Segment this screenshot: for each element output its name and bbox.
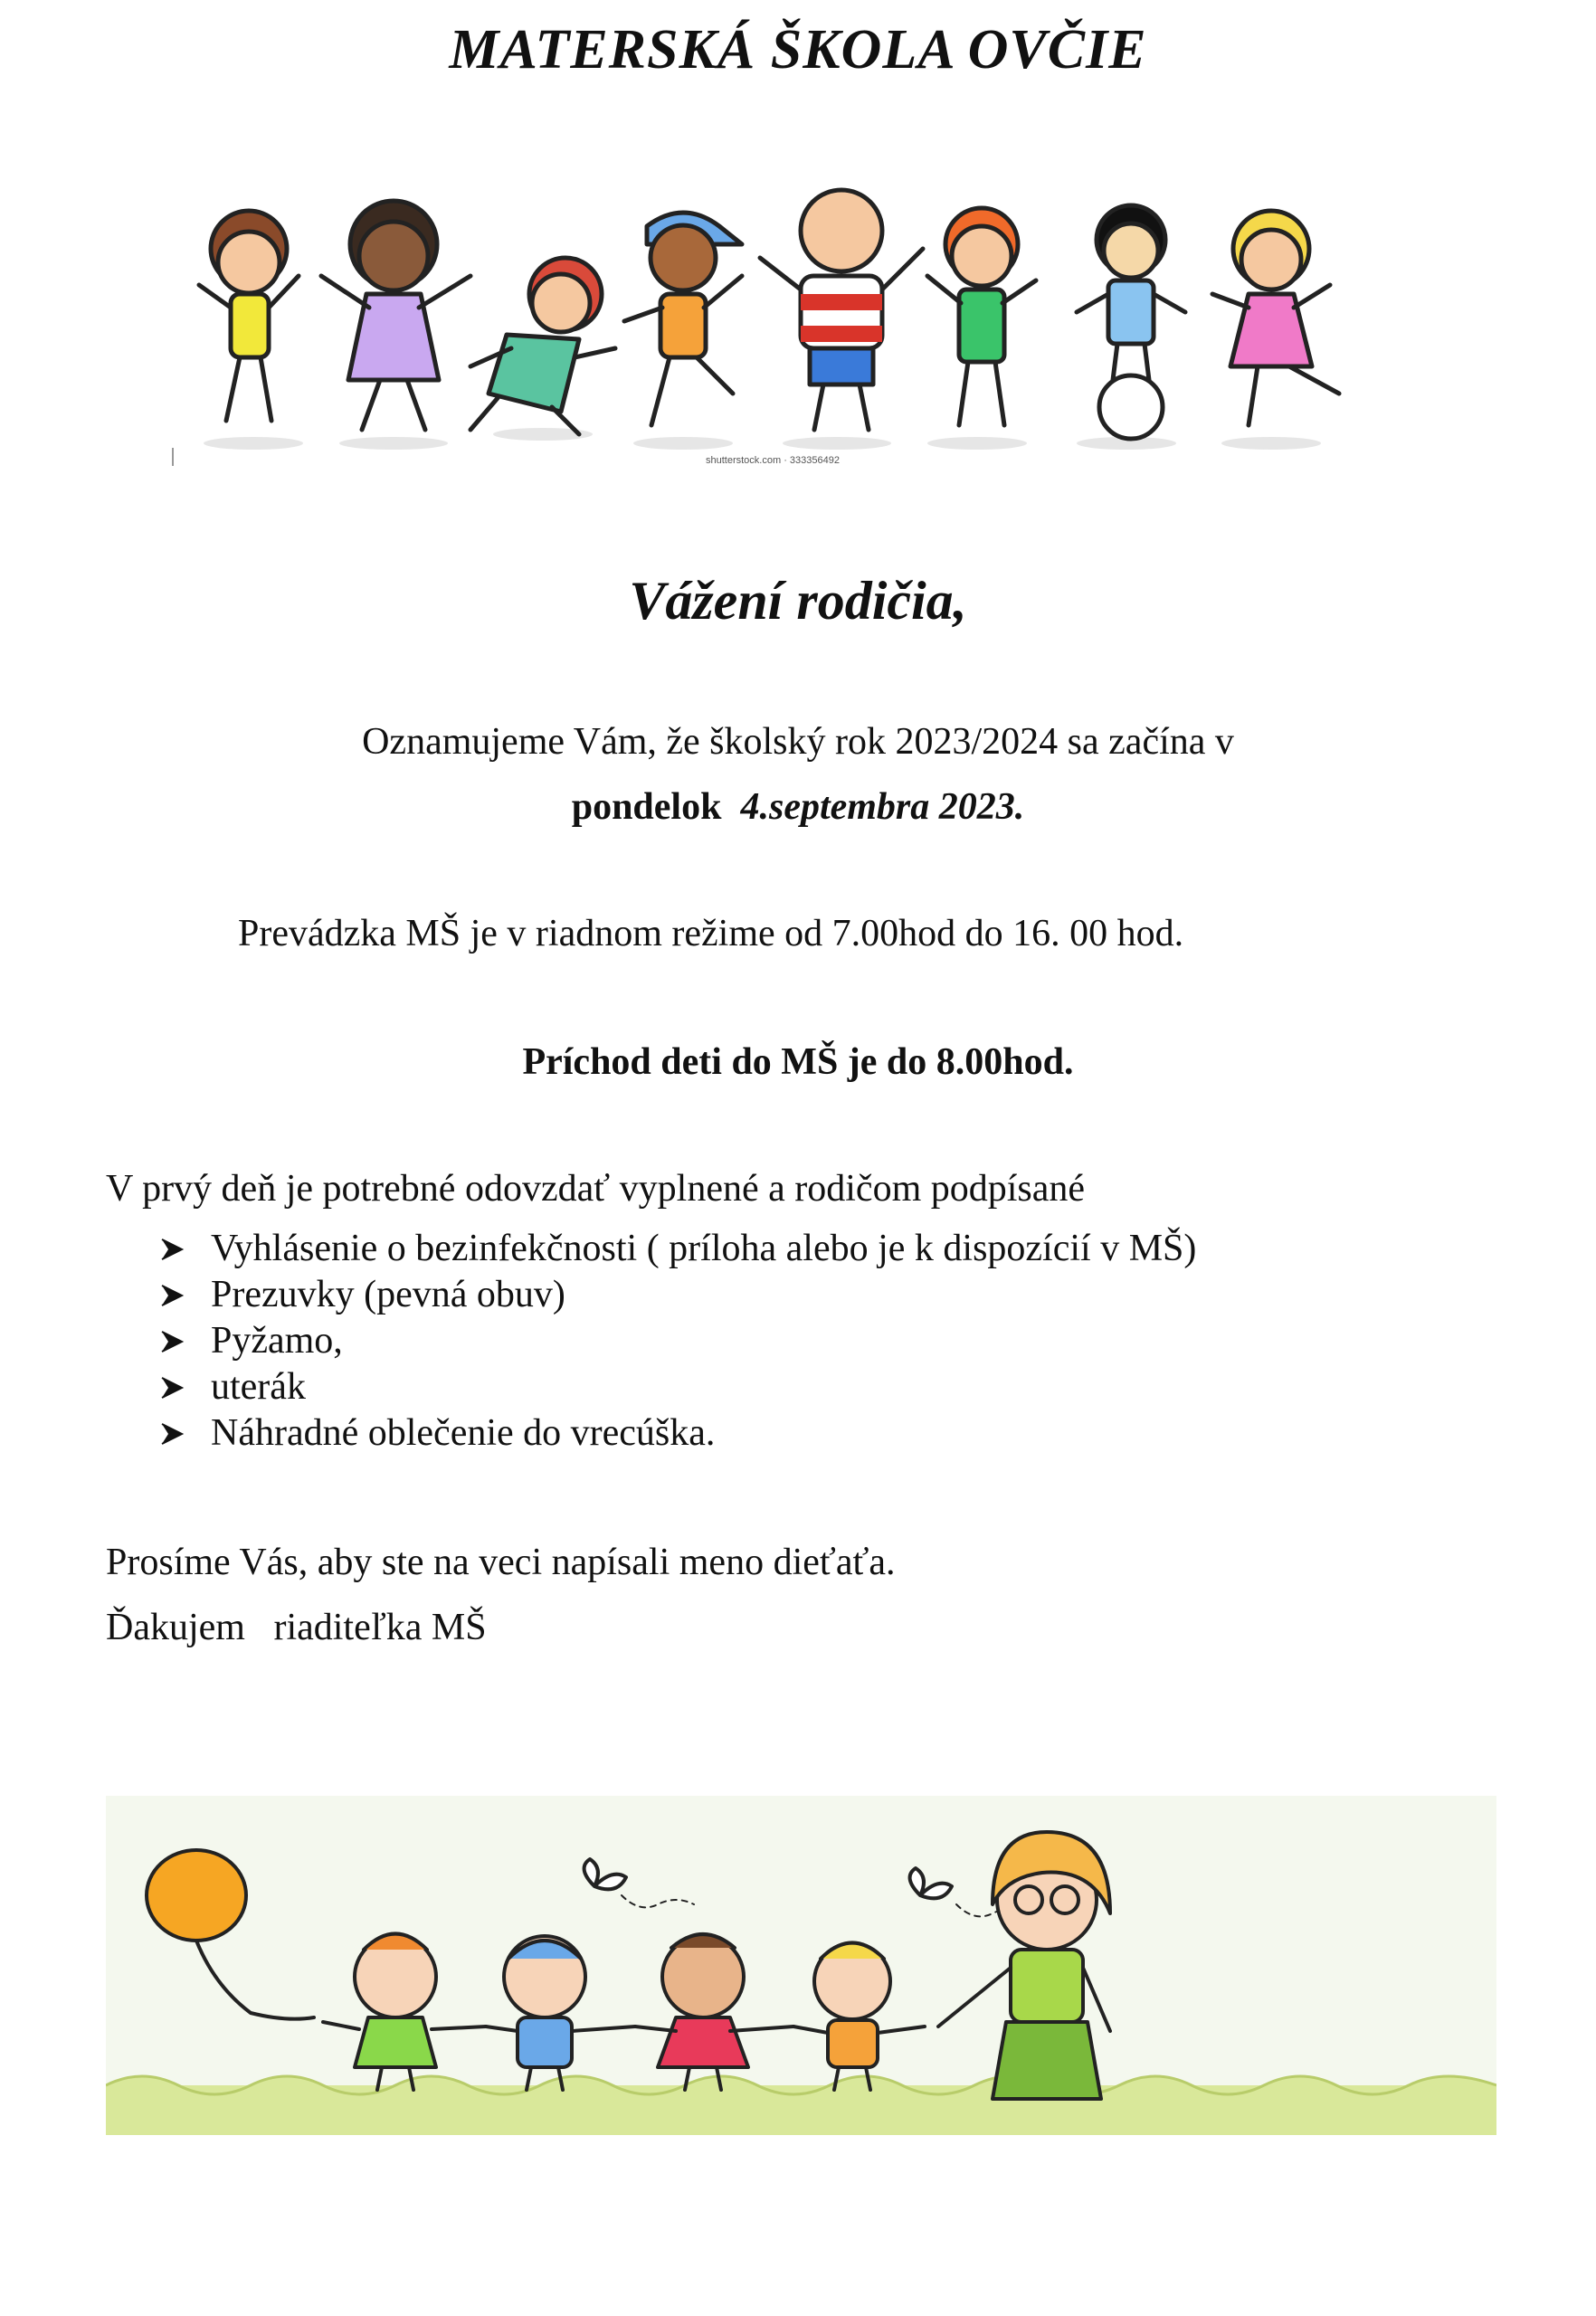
request-label-names: Prosíme Vás, aby ste na veci napísali meno dieťaťa.: [106, 1542, 896, 1583]
arrow-bullet-icon: [158, 1282, 211, 1309]
start-day: pondelok: [571, 786, 722, 828]
children-illustration-top: [163, 176, 1402, 475]
child-3: [470, 258, 615, 434]
list-item: Prezuvky (pevná obuv): [158, 1272, 1196, 1318]
announcement-line-1: Oznamujeme Vám, že školský rok 2023/2024 sa začína v: [362, 721, 1234, 763]
child-5: [760, 190, 923, 430]
list-item: uterák: [158, 1364, 1196, 1410]
first-day-intro: V prvý deň je potrebné odovzdať vyplnené a rodičom podpísané: [106, 1168, 1086, 1210]
list-item: Pyžamo,: [158, 1318, 1196, 1364]
arrival-time: Príchod deti do MŠ je do 8.00hod.: [522, 1041, 1074, 1083]
thanks: Ďakujem: [106, 1607, 245, 1648]
start-date: 4.septembra 2023.: [740, 786, 1025, 828]
child-1: [199, 211, 299, 421]
signer: riaditeľka MŠ: [273, 1607, 487, 1648]
arrow-bullet-icon: [158, 1420, 211, 1448]
image-credit: shutterstock.com · 333356492: [706, 455, 840, 466]
arrow-bullet-icon: [158, 1236, 211, 1263]
required-items-list: [158, 1226, 1196, 1457]
list-item: Náhradné oblečenie do vrecúška.: [158, 1410, 1196, 1457]
arrow-bullet-icon: [158, 1374, 211, 1401]
child-4: [624, 213, 742, 425]
child-6: [927, 208, 1036, 425]
greeting: Vážení rodičia,: [629, 571, 967, 631]
children-illustration-bottom: [106, 1796, 1496, 2135]
child-7: [1077, 205, 1185, 439]
signoff: [106, 1606, 487, 1649]
announcement-line-2: [0, 785, 1596, 829]
list-item: Vyhlásenie o bezinfekčnosti ( príloha alebo je k dispozícií v MŠ): [158, 1226, 1196, 1272]
operation-hours: Prevádzka MŠ je v riadnom režime od 7.00hod do 16. 00 hod.: [238, 913, 1184, 954]
child-8: [1212, 211, 1339, 425]
balloon: [147, 1850, 246, 1941]
child-2: [321, 201, 470, 430]
document-title: MATERSKÁ ŠKOLA OVČIE: [449, 19, 1147, 81]
arrow-bullet-icon: [158, 1328, 211, 1355]
